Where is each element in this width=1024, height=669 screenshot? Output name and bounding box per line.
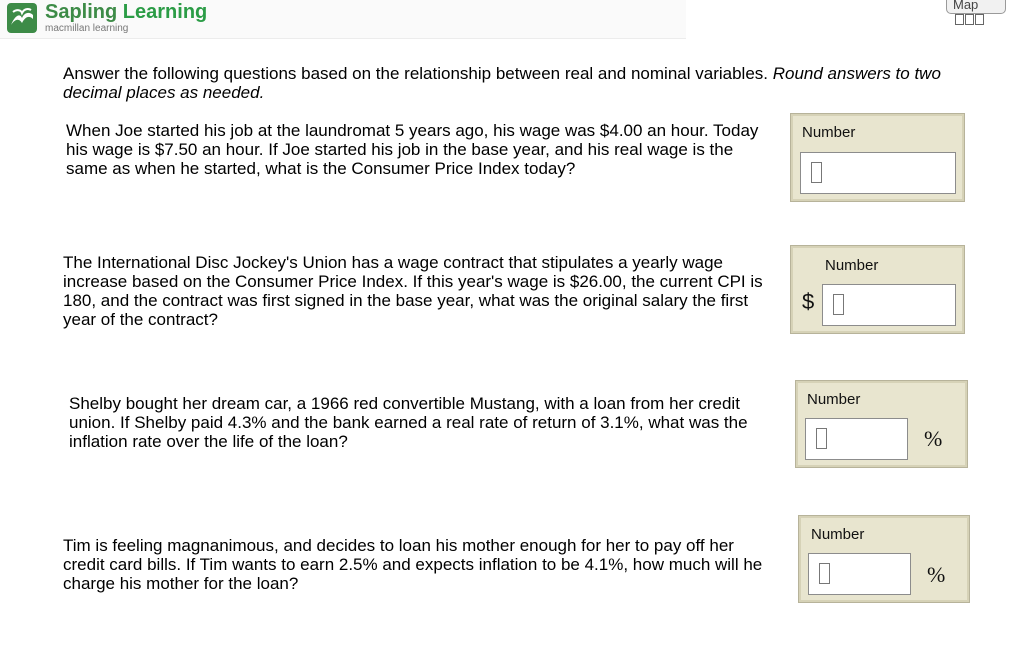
question-2-text: The International Disc Jockey's Union has a wage contract that stipulates a yearly wage increase based on the Consumer Price Index. If this year's wage is $26.00, the current CPI is 180, and the contract was first signed in the base year, what was the original salary the first year of the contract?	[63, 253, 763, 329]
brand-name: Sapling Learning	[45, 1, 208, 23]
app-header	[0, 0, 686, 39]
percent-suffix: %	[924, 426, 943, 451]
instructions-text: Answer the following questions based on the relationship between real and nominal variables.	[63, 64, 773, 83]
answer-box-3	[795, 380, 968, 468]
answer-box-2	[790, 245, 965, 334]
text-cursor	[811, 162, 822, 183]
text-cursor	[816, 428, 827, 449]
answer-label-1: Number	[802, 124, 856, 141]
answer-box-4	[798, 515, 970, 603]
question-4-text: Tim is feeling magnanimous, and decides to loan his mother enough for her to pay off her credit card bills. If Tim wants to earn 2.5% and expects inflation to be 4.1%, how much will he charge his mother for the loan?	[63, 536, 763, 593]
question-3-text: Shelby bought her dream car, a 1966 red convertible Mustang, with a loan from her credit union. If Shelby paid 4.3% and the bank earned a real rate of return of 3.1%, what was the inflation rate over the life of the loan?	[69, 394, 748, 451]
answer-box-1	[790, 113, 965, 202]
answer-label-4: Number	[811, 526, 865, 543]
sapling-leaf-icon	[7, 3, 37, 33]
map-button[interactable]	[946, 0, 1006, 14]
percent-suffix: %	[927, 562, 946, 587]
answer-label-3: Number	[807, 391, 861, 408]
instructions-italic: Round answers to two decimal places as needed.	[63, 64, 941, 102]
answer-input-4[interactable]	[808, 553, 911, 595]
question-1-text: When Joe started his job at the laundromat 5 years ago, his wage was $4.00 an hour. Today his wage is $7.50 an hour. If Joe started his job in the base year, and his real wage is the same as when he started, what is the Consumer Price Index today?	[66, 121, 759, 178]
instructions	[63, 64, 943, 102]
answer-input-3[interactable]	[805, 418, 908, 460]
text-cursor	[833, 294, 844, 315]
map-label: Map	[953, 0, 979, 12]
answer-label-2: Number	[825, 257, 879, 274]
text-cursor	[819, 563, 830, 584]
answer-input-2[interactable]	[822, 284, 956, 326]
brand-subtitle: macmillan learning	[45, 23, 129, 34]
answer-input-1[interactable]	[800, 152, 956, 194]
map-grid-icon	[955, 13, 985, 28]
dollar-prefix: $	[802, 289, 815, 314]
